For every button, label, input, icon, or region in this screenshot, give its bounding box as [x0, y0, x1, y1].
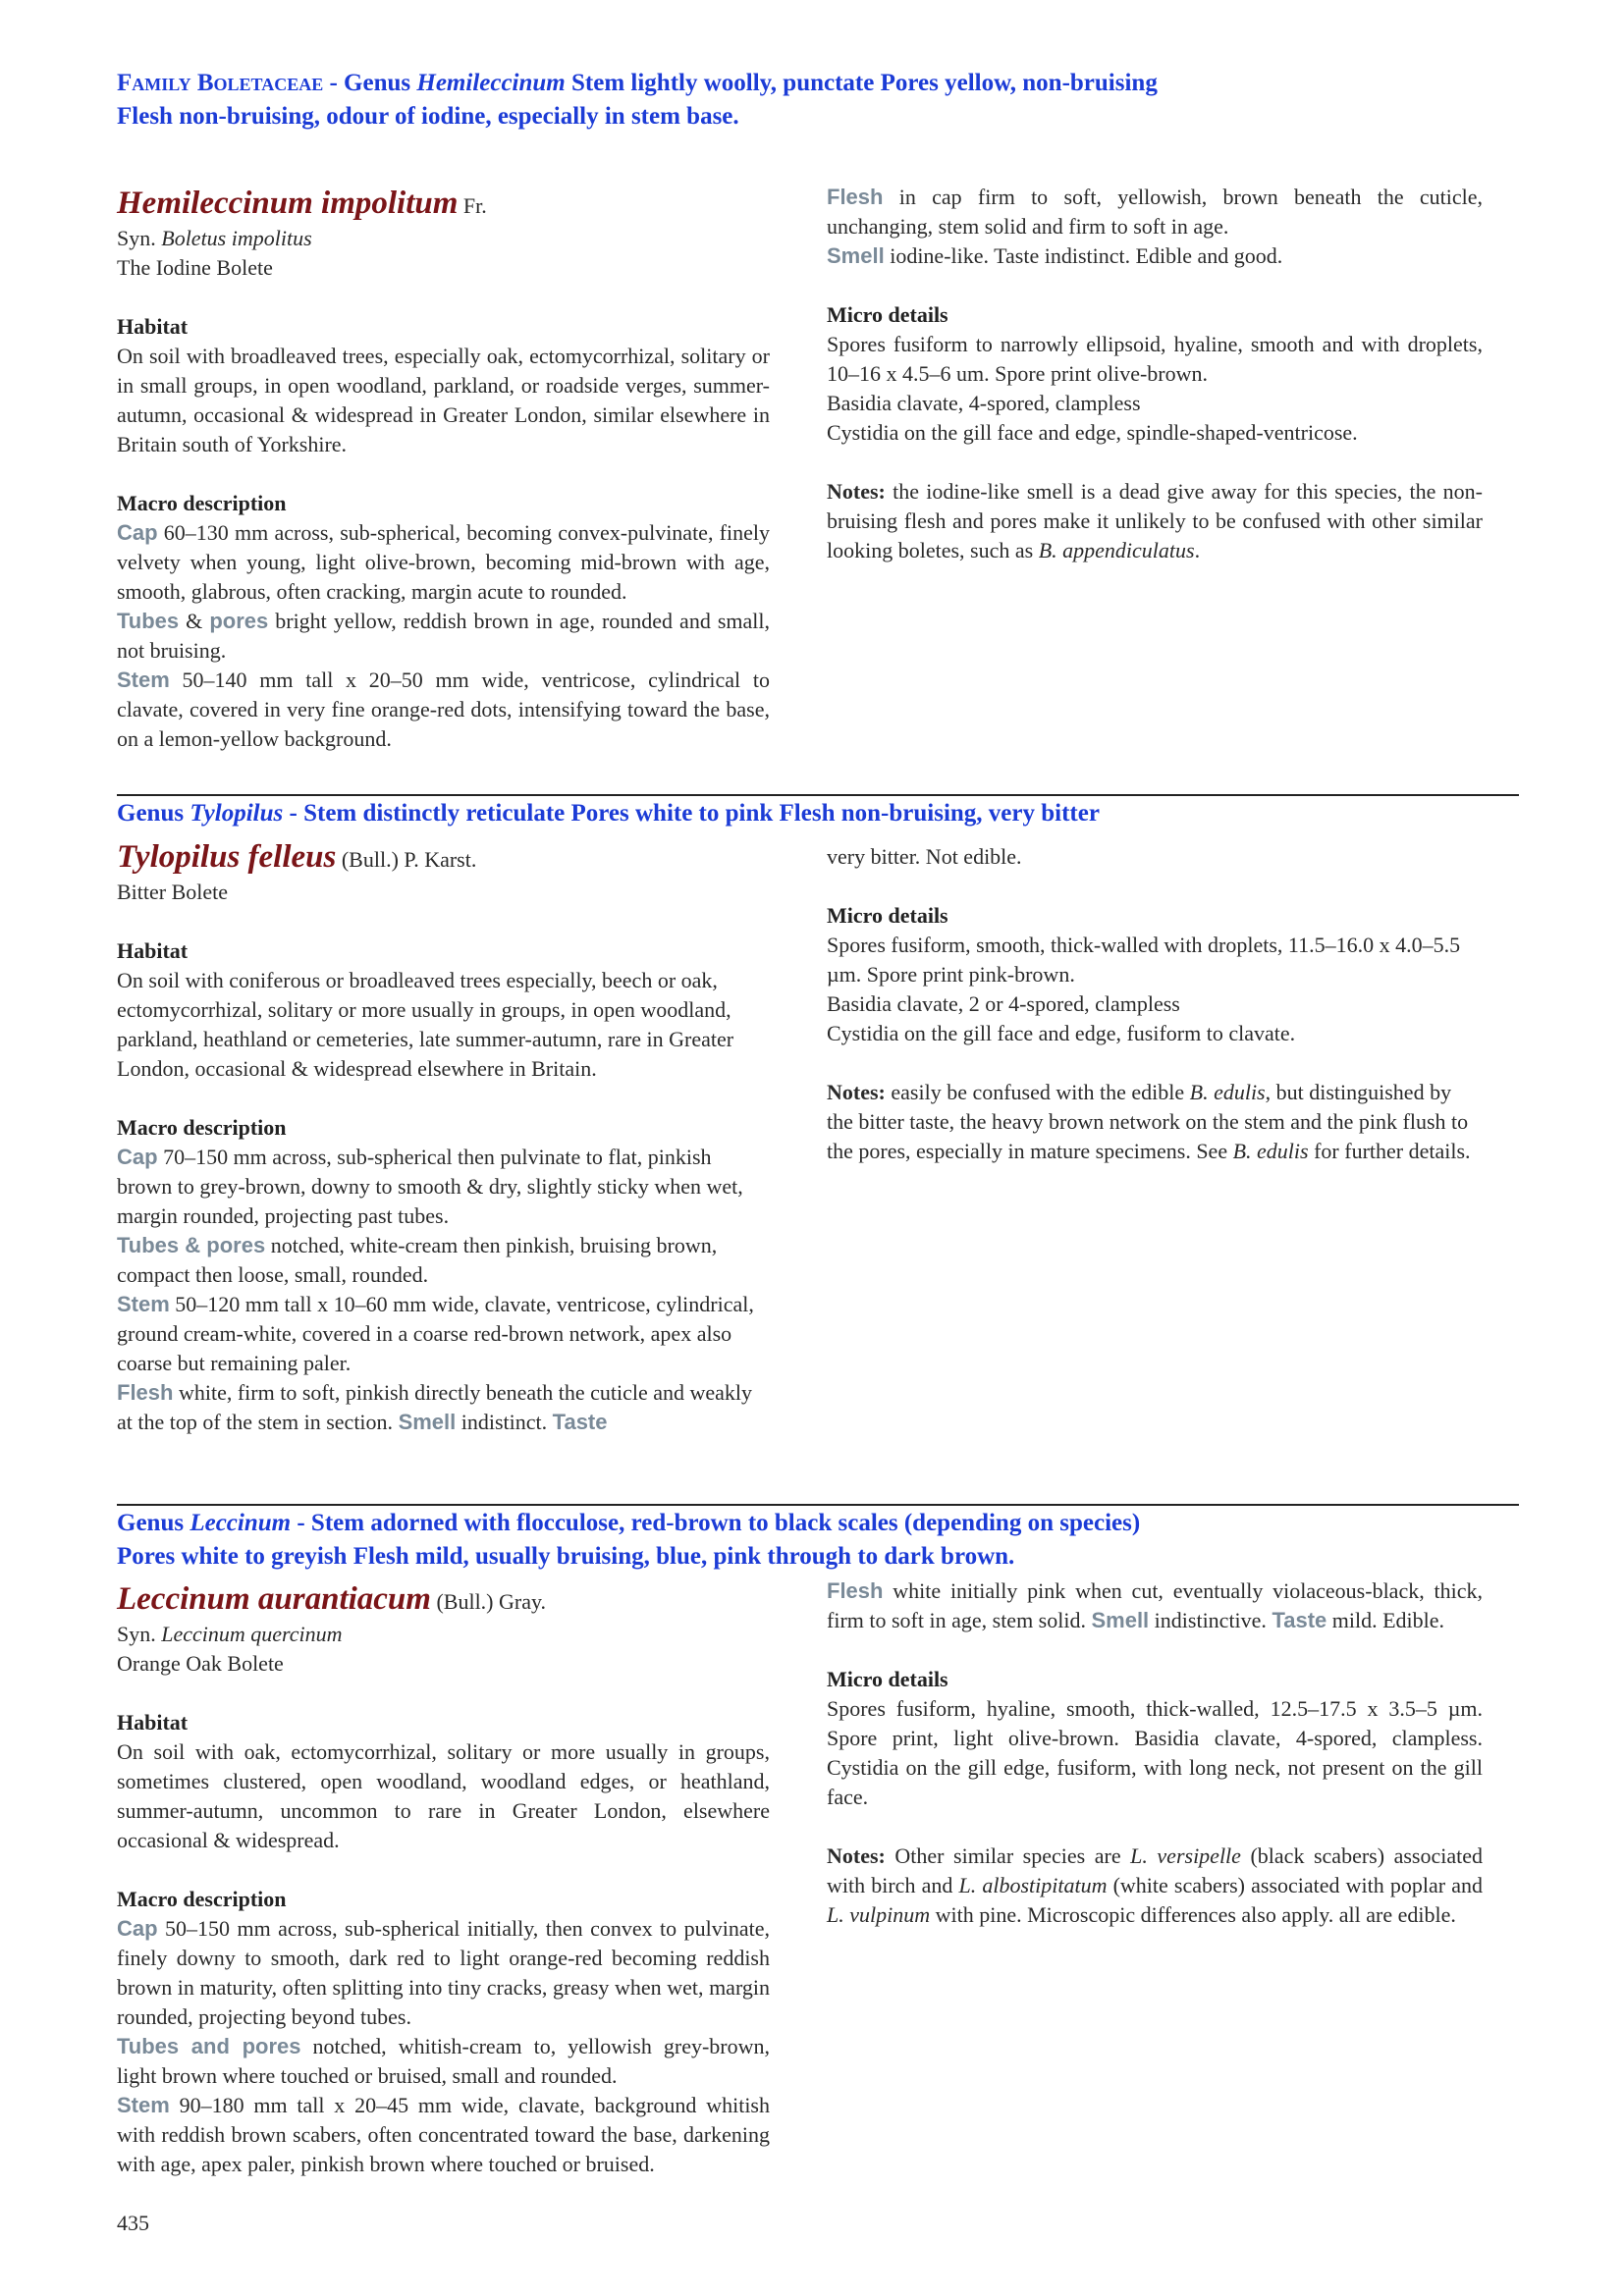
species-author: (Bull.) Gray. — [430, 1589, 547, 1614]
genus-traits-line2: Flesh non-bruising, odour of iodine, especially in stem base. — [117, 103, 739, 130]
macro-heading: Macro description — [117, 491, 287, 515]
notes-text: for further details. — [1308, 1139, 1471, 1163]
species-hemileccinum-right — [827, 183, 1483, 565]
genus-name: Hemileccinum — [416, 70, 566, 96]
smell-text: indistinct. — [456, 1410, 553, 1434]
notes-text: (white scabers) associated with poplar and — [1107, 1873, 1483, 1897]
tubes-label: Tubes and pores — [117, 2034, 301, 2058]
tubes-label: Tubes — [117, 609, 180, 633]
species-tylopilus-right — [827, 842, 1483, 1166]
stem-text: 90–180 mm tall x 20–45 mm wide, clavate, background whitish with reddish brown scabers, often concentrated toward the base, darkening with age, apex paler, pinkish brown where touched or bruised. — [117, 2093, 770, 2176]
flesh-text: white, firm to soft, pinkish directly beneath the cuticle and weakly at the top of the stem in section. — [117, 1380, 753, 1434]
notes-italic: L. versipelle — [1130, 1843, 1241, 1868]
notes-italic: L. albostipitatum — [958, 1873, 1108, 1897]
smell-label: Smell — [827, 243, 885, 268]
cap-label: Cap — [117, 1916, 158, 1941]
cap-text: 50–150 mm across, sub-spherical initially, then convex to pulvinate, finely downy to smooth, dark red to light orange-red becoming reddish brown in maturity, often splitting into tiny cracks, greasy when wet, margin rounded, projecting beyond tubes. — [117, 1916, 770, 2029]
taste-text: mild. Edible. — [1326, 1608, 1445, 1632]
stem-label: Stem — [117, 1292, 170, 1316]
syn-prefix: Syn. — [117, 226, 162, 250]
micro-heading: Micro details — [827, 1667, 948, 1691]
notes-text: Other similar species are — [885, 1843, 1131, 1868]
genus-traits: Stem lightly woolly, punctate Pores yellow, non-bruising — [565, 70, 1158, 96]
species-author: Fr. — [458, 193, 487, 218]
cap-text: 60–130 mm across, sub-spherical, becoming convex-pulvinate, finely velvety when young, light olive-brown, becoming mid-brown with age, smooth, glabrous, often cracking, margin acute to rounded. — [117, 520, 770, 604]
notes-label: Notes: — [827, 1080, 886, 1104]
notes-text: (black scabers) associated with birch and — [827, 1843, 1483, 1897]
flesh-label: Flesh — [827, 1578, 884, 1603]
species-hemileccinum-left — [117, 183, 770, 754]
flesh-text: white initially pink when cut, eventually violaceous-black, thick, firm to soft in age, stem solid. — [827, 1578, 1483, 1632]
notes-italic: B. edulis — [1189, 1080, 1266, 1104]
amp: & — [179, 609, 210, 633]
micro-spores: Spores fusiform to narrowly ellipsoid, hyaline, smooth and with droplets, 10–16 x 4.5–6 um. Spore print olive-brown. — [827, 332, 1483, 386]
synonym: Boletus impolitus — [161, 226, 312, 250]
notes-italic: L. vulpinum — [827, 1902, 931, 1927]
stem-text: 50–140 mm tall x 20–50 mm wide, ventricose, cylindrical to clavate, covered in very fine orange-red dots, intensifying toward the base, on a lemon-yellow background. — [117, 667, 770, 751]
notes-text: easily be confused with the edible — [885, 1080, 1190, 1104]
flesh-label: Flesh — [827, 185, 884, 209]
notes-label: Notes: — [827, 479, 886, 504]
habitat-heading: Habitat — [117, 314, 189, 339]
habitat-text: On soil with coniferous or broadleaved trees especially, beech or oak, ectomycorrhizal, solitary or more usually in groups, in open woodland, parkland, heathland or cemeteries, late summer-autumn, rare in Greater London, occasional & widespread elsewhere in Britain. — [117, 968, 734, 1081]
taste-label: Taste — [552, 1410, 608, 1434]
genus-prefix: Genus — [117, 1510, 190, 1536]
smell-text: indistinctive. — [1149, 1608, 1272, 1632]
tubes-text: notched, whitish-cream to, yellowish grey-brown, light brown where touched or bruised, small and rounded. — [117, 2034, 771, 2088]
notes-italic: B. appendiculatus — [1038, 538, 1195, 562]
micro-heading: Micro details — [827, 302, 948, 327]
genus-traits-line2: Pores white to greyish Flesh mild, usually bruising, blue, pink through to dark brown. — [117, 1543, 1015, 1570]
common-name: The Iodine Bolete — [117, 255, 273, 280]
tubes-text: bright yellow, reddish brown in age, rounded and small, not bruising. — [117, 609, 770, 663]
genus-traits: - Stem adorned with flocculose, red-brown to black scales (depending on species) — [291, 1510, 1141, 1536]
genus-header-leccinum — [117, 1507, 1140, 1574]
micro-details: Spores fusiform, hyaline, smooth, thick-walled, 12.5–17.5 x 3.5–5 µm. Spore print, light olive-brown. Basidia clavate, 4-spored, clampless. Cystidia on the gill edge, fusiform, with long neck, not present on the gill face. — [827, 1696, 1483, 1809]
smell-text: iodine-like. Taste indistinct. Edible and good. — [884, 243, 1283, 268]
habitat-heading: Habitat — [117, 938, 189, 963]
macro-heading: Macro description — [117, 1115, 287, 1140]
micro-heading: Micro details — [827, 903, 948, 928]
species-title: Leccinum aurantiacum — [117, 1581, 431, 1617]
notes-italic: B. edulis — [1232, 1139, 1309, 1163]
genus-traits: - Stem distinctly reticulate Pores white to pink Flesh non-bruising, very bitter — [283, 800, 1100, 827]
genus-header-hemileccinum — [117, 67, 1158, 133]
genus-name: Tylopilus — [189, 800, 284, 827]
taste-text: very bitter. Not edible. — [827, 844, 1022, 869]
stem-label: Stem — [117, 2093, 170, 2117]
stem-text: 50–120 mm tall x 10–60 mm wide, clavate, ventricose, cylindrical, ground cream-white, covered in a coarse red-brown network, apex also coarse but remaining paler. — [117, 1292, 754, 1375]
stem-label: Stem — [117, 667, 170, 692]
species-leccinum-right — [827, 1576, 1483, 1930]
genus-name: Leccinum — [189, 1510, 292, 1536]
habitat-heading: Habitat — [117, 1710, 189, 1735]
habitat-text: On soil with oak, ectomycorrhizal, solitary or more usually in groups, sometimes clustered, open woodland, woodland edges, or heathland, summer-autumn, uncommon to rare in Greater London, elsewhere occasional & widespread. — [117, 1739, 770, 1852]
common-name: Bitter Bolete — [117, 880, 229, 904]
notes-end: . — [1194, 538, 1201, 562]
taste-label: Taste — [1272, 1608, 1327, 1632]
section-divider — [117, 1504, 1519, 1506]
family-name: Family Boletaceae — [117, 70, 324, 96]
notes-text: with pine. Microscopic differences also apply. all are edible. — [930, 1902, 1456, 1927]
micro-cystidia: Cystidia on the gill face and edge, fusiform to clavate. — [827, 1021, 1296, 1045]
species-leccinum-left — [117, 1578, 770, 2179]
notes-text: the iodine-like smell is a dead give away for this species, the non-bruising flesh and pores make it unlikely to be confused with other similar looking boletes, such as — [827, 479, 1483, 562]
micro-cystidia: Cystidia on the gill face and edge, spindle-shaped-ventricose. — [827, 420, 1358, 445]
micro-basidia: Basidia clavate, 4-spored, clampless — [827, 391, 1141, 415]
species-author: (Bull.) P. Karst. — [336, 847, 477, 872]
genus-header-tylopilus — [117, 797, 1100, 830]
cap-text: 70–150 mm across, sub-spherical then pulvinate to flat, pinkish brown to grey-brown, downy to smooth & dry, slightly sticky when wet, margin rounded, projecting past tubes. — [117, 1145, 743, 1228]
smell-label: Smell — [398, 1410, 457, 1434]
page-number: 435 — [117, 2211, 149, 2235]
notes-label: Notes: — [827, 1843, 886, 1868]
cap-label: Cap — [117, 520, 158, 545]
tubes-label: Tubes & pores — [117, 1233, 266, 1257]
flesh-label: Flesh — [117, 1380, 174, 1405]
species-tylopilus-left — [117, 836, 770, 1437]
cap-label: Cap — [117, 1145, 158, 1169]
species-title: Tylopilus felleus — [117, 839, 337, 875]
header-sep: - Genus — [323, 70, 417, 96]
genus-prefix: Genus — [117, 800, 190, 827]
species-title: Hemileccinum impolitum — [117, 186, 459, 221]
tubes-text: notched, white-cream then pinkish, bruising brown, compact then loose, small, rounded. — [117, 1233, 718, 1287]
syn-prefix: Syn. — [117, 1622, 162, 1646]
synonym: Leccinum quercinum — [161, 1622, 343, 1646]
habitat-text: On soil with broadleaved trees, especially oak, ectomycorrhizal, solitary or in small groups, in open woodland, parkland, or roadside verges, summer-autumn, occasional & widespread in Greater London, similar elsewhere in Britain south of Yorkshire. — [117, 344, 770, 456]
micro-basidia: Basidia clavate, 2 or 4-spored, clampless — [827, 991, 1180, 1016]
pores-label: pores — [209, 609, 269, 633]
micro-spores: Spores fusiform, smooth, thick-walled with droplets, 11.5–16.0 x 4.0–5.5 µm. Spore print pink-brown. — [827, 933, 1461, 987]
macro-heading: Macro description — [117, 1887, 287, 1911]
smell-label: Smell — [1091, 1608, 1150, 1632]
notes-text: , but distinguished by the bitter taste, the heavy brown network on the stem and the pink flush to the pores, especially in mature specimens. See — [827, 1080, 1469, 1163]
section-divider — [117, 794, 1519, 796]
common-name: Orange Oak Bolete — [117, 1651, 284, 1676]
flesh-text: in cap firm to soft, yellowish, brown beneath the cuticle, unchanging, stem solid and firm to soft in age. — [827, 185, 1483, 239]
